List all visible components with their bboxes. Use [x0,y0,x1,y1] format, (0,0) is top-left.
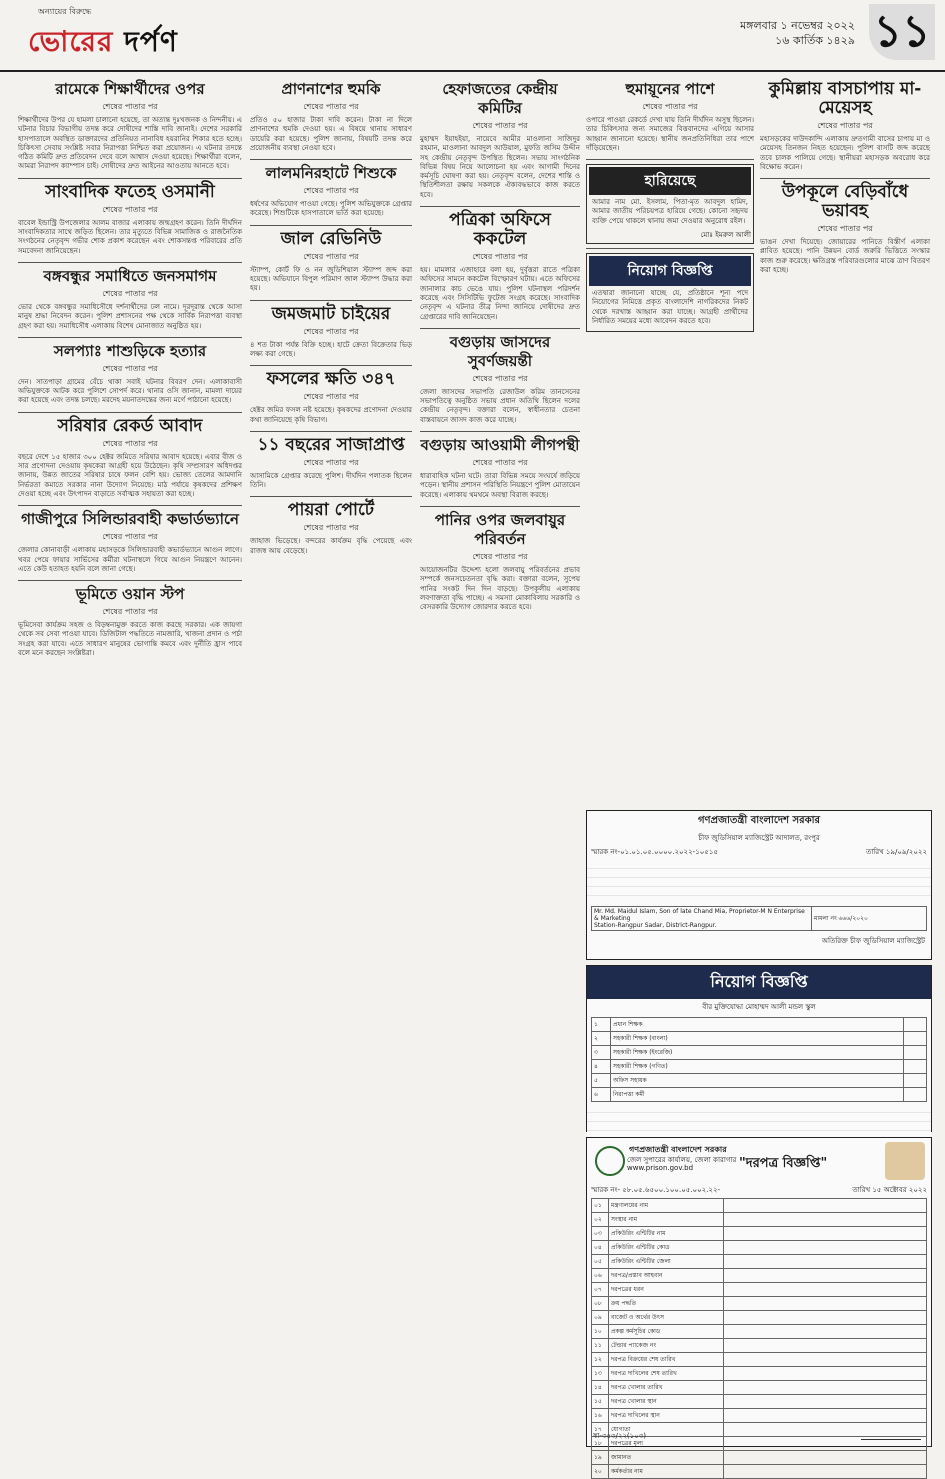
article-body: ভোর থেকে বঙ্গবন্ধুর সমাধিসৌধে দর্শনার্থীদের ঢল নামে। দূরদূরান্ত থেকে আসা মানুষ শ্রদ্ধা নিবেদন করেন। পুলিশ প্রশাসনের পক্ষ থেকে সার্বিক নিরাপত্তা ব্যবস্থা গ্রহণ করা হয়। সমাধিসৌধ এলাকায় বিশেষ মোনাজাত অনুষ্ঠিত হয়। [18,302,242,330]
article-continuation: শেষের পাতার পর [817,224,873,234]
tender-heading: "দরপত্র বিজ্ঞপ্তি" [739,1156,828,1171]
article [760,183,930,275]
article-continuation: শেষের পাতার পর [472,551,528,561]
article-body: শিক্ষার্থীদের উপর যে হামলা চালানো হয়েছে, তা অত্যন্ত দুঃখজনক ও নিন্দনীয়। এ ঘটনার বিচার বিভাগীয় তদন্ত করে দোষীদের শাস্তি দাবি জানাই। দেশের সরকারি হাসপাতালে অবস্থিত ডাক্তারদের প্রতিনিয়ত নানাবিধ হয়রানির শিকার হতে হচ্ছে। চিকিৎসা সেবায় সংশ্লিষ্ট সবার নিরাপত্তা নিশ্চিত করা প্রয়োজন। এ ঘটনার তদন্তে গঠিত কমিটি দ্রুত প্রতিবেদন দেবে বলে আশ্বাস দেওয়া হয়েছে। শিক্ষার্থীরা বলেন, আমরা নিরাপদ ক্যাম্পাস চাই। দোষীদের দ্রুত আইনের আওতায় আনতে হবে। [18,116,242,171]
table-row: ১৪ দরপত্র খোলার তারিখ [592,1381,927,1395]
divider [250,225,412,226]
article-body: বছরে দেশে ১৫ হাজার ৩০০ হেক্টর জমিতে সরিষার আবাদ হয়েছে। এবার বীজ ও সার প্রণোদনা দেওয়ায় কৃষকেরা আগ্রহী হয়ে উঠেছেন। কৃষি সম্প্রসারণ অধিদপ্তর জানায়, উন্নত জাতের সরিষার চাষে ফলন বেশি হয়। ভোজ্য তেলের আমদানি নির্ভরতা কমাতে সরকার নানা উদ্যোগ নিয়েছে। মাঠ পর্যায়ে কৃষকদের প্রশিক্ষণ দেওয়া হচ্ছে এবং উৎপাদন বাড়াতে সর্বাত্মক সহায়তা করা হচ্ছে। [18,452,242,498]
job-notice [586,253,754,332]
table-row: ২ সহকারী শিক্ষক (বাংলা) [592,1032,927,1046]
article-headline: উপকূলে বেড়িবাঁধে ভয়াবহ [781,182,909,222]
signature-icon [861,1425,921,1440]
lost-notice-heading: হারিয়েছে [589,167,751,195]
article-body: প্রতিও ৫০ হাজার টাকা দাবি করেন। টাকা না দিলে প্রাণনাশের হুমকি দেওয়া হয়। এ বিষয়ে থানায় সাধারণ ডায়েরি করা হয়েছে। পুলিশ জানায়, বিষয়টি তদন্ত করে প্রয়োজনীয় ব্যবস্থা নেওয়া হবে। [250,116,412,152]
article-headline: ১১ বছরের সাজাপ্রাপ্ত [257,434,405,455]
article [18,510,242,574]
article-body: মহাসড়কের দাউদকান্দি এলাকায় দ্রুতগামী বাসের চাপায় মা ও মেয়েসহ তিনজন নিহত হয়েছেন। পুলিশ বাসটি জব্দ করেছে তবে চালক পালিয়ে গেছে। স্থানীয়রা মহাসড়ক অবরোধ করে বিক্ষোভ করেন। [760,135,930,171]
job-ad-instructions [587,1104,931,1138]
column-4 [586,78,754,332]
govt-cell-case: মামলা নং ৬৬৬/২০২০ [812,907,927,931]
job-post: অফিস সহায়ক [611,1074,904,1088]
article-continuation: শেষের পাতার পর [102,532,158,542]
govt-seal-icon [595,1146,625,1176]
article-continuation: শেষের পাতার পর [817,121,873,130]
article-continuation: শেষের পাতার পর [303,326,359,336]
table-row: ১৮ দরপত্রের মূল্য [592,1437,927,1451]
article-continuation: শেষের পাতার পর [102,288,158,298]
date-gregorian: মঙ্গলবার ১ নভেম্বর ২০২২ [740,19,855,32]
divider [586,159,754,160]
job-notice-body: এতদ্বারা জানানো যাচ্ছে যে, প্রতিষ্ঠানে শূন্য পদে নিয়োগের নিমিত্তে প্রকৃত বাংলাদেশি নাগরিকদের নিকট থেকে দরখাস্ত আহ্বান করা যাচ্ছে। আগ্রহী প্রার্থীদের নির্ধারিত সময়ের মধ্যে আবেদন করতে হবে। [592,289,748,325]
lost-notice [586,164,754,244]
table-row: ০২ সংস্থার নাম [592,1213,927,1227]
divider [18,412,242,413]
article [18,80,242,172]
article-body: জাহাজ ভিড়েছে। বন্দরের কার্যক্রম বৃদ্ধি পেয়েছে এবং রাজস্ব আয় বেড়েছে। [250,537,412,555]
table-row: ৪ সহকারী শিক্ষক (গণিত) [592,1060,927,1074]
tender-ad [586,1137,932,1475]
article-continuation: শেষের পাতার পর [102,438,158,448]
table-row: ০৫ প্রকিউরিং এন্টিটির জেলা [592,1255,927,1269]
divider [586,248,754,249]
divider [420,206,580,207]
article-body: ৪ শত টাকা পর্যন্ত বিক্রি হচ্ছে। হাটে ক্রেতা বিক্রেতার ভিড় লক্ষ্য করা গেছে। [250,340,412,358]
article [18,267,242,331]
article [760,80,930,172]
table-row: ১৫ দরপত্র খোলার স্থান [592,1395,927,1409]
article-body: মুহাম্মদ ইয়াহইয়া, নায়েবে আমীর মাওলানা সাজিদুর রহমান, মাওলানা আবদুল আউয়াল, মুফতি জসিম উদ্দীন সহ কেন্দ্রীয় নেতৃবৃন্দ উপস্থিত ছিলেন। সভায় সাংগঠনিক বিভিন্ন বিষয় নিয়ে আলোচনা হয় এবং আগামী দিনের কর্মসূচি ঘোষণা করা হয়। নেতৃবৃন্দ বলেন, দেশের শান্তি ও স্থিতিশীলতা রক্ষায় সকলকে ঐক্যবদ্ধভাবে কাজ করতে হবে। [420,135,580,199]
article-headline: হুমায়ূনের পাশে [625,80,715,98]
date-bangla: ১৬ কার্তিক ১৪২৯ [775,34,855,47]
tender-web: www.prison.gov.bd [627,1164,694,1172]
column-3 [420,78,580,618]
article [18,342,242,406]
article-body: আয়োজনটির উদ্দেশ্য হলো জলবায়ু পরিবর্তনের প্রভাব সম্পর্কে জনসচেতনতা বৃদ্ধি করা। বক্তারা বলেন, সুপেয় পানির সংকট দিন দিন বাড়ছে। উপকূলীয় এলাকায় লবণাক্ততা বৃদ্ধি পাচ্ছে। এ সমস্যা মোকাবিলায় সরকারি ও বেসরকারি উদ্যোগ জোরদার করতে হবে। [420,565,580,612]
govt-table [591,906,927,931]
table-row: ৩ সহকারী শিক্ষক (ইংরেজি) [592,1046,927,1060]
article-headline: পত্রিকা অফিসে ককটেল [449,210,551,250]
article-body: স্ট্যাম্প, কোর্ট ফি ও নন জুডিশিয়াল স্ট্যাম্প জব্দ করা হয়েছে। অভিযানে বিপুল পরিমাণ জাল স্ট্যাম্প উদ্ধার করা হয়। [250,265,412,293]
article-headline: ফসলের ক্ষতি ৩৪৭ [266,369,396,390]
column-2 [250,78,412,562]
article-continuation: শেষের পাতার পর [472,252,528,262]
article-continuation: শেষের পাতার পর [642,102,698,111]
job-post: প্রধান শিক্ষক [611,1018,904,1032]
article-headline: পানির ওপর জলবায়ুর পরিবর্তন [434,510,566,548]
govt-memo: স্মারক নং-০১.০১.০৫.০০০০.২০২২-১০৫১৫ [591,848,718,856]
article-continuation: শেষের পাতার পর [303,523,359,533]
article-headline: লালমনিরহাটে শিশুকে [265,164,397,183]
article-continuation: শেষের পাতার পর [303,251,359,261]
table-row: ০৮ ক্রয় পদ্ধতি [592,1297,927,1311]
article [250,230,412,294]
table-row: ৬ নিরাপত্তা কর্মী [592,1088,927,1102]
govt-subheading: চীফ জুডিসিয়াল ম্যাজিস্ট্রেট আদালত, রংপুর [698,834,820,842]
job-post: সহকারী শিক্ষক (গণিত) [611,1060,904,1074]
divider [420,431,580,432]
tender-date: তারিখ ১৫ অক্টোবর ২০২২ [852,1186,927,1194]
article-body: বাবেল ইন্ডাস্ট্রি উপজেলার আলম বাজার এলাকায় জন্মগ্রহণ করেন। তিনি দীর্ঘদিন সাংবাদিকতার সাথে জড়িত ছিলেন। তার মৃত্যুতে বিভিন্ন সামাজিক ও রাজনৈতিক সংগঠনের নেতৃবৃন্দ গভীর শোক প্রকাশ করেছেন এবং শোকসন্তপ্ত পরিবারের প্রতি সমবেদনা জানিয়েছেন। [18,218,242,255]
article [250,164,412,219]
job-notice-heading: নিয়োগ বিজ্ঞপ্তি [589,256,751,286]
table-row: ১ প্রধান শিক্ষক [592,1018,927,1032]
article-continuation: শেষের পাতার পর [303,102,359,111]
govt-body-text [587,860,931,904]
article-headline: বগুড়ায় আওয়ামী লীগপন্থী [420,436,580,455]
article-body: ওপারে পাওয়া রেকর্ডে দেখা যায় তিনি দীর্ঘদিন অসুস্থ ছিলেন। তার চিকিৎসার জন্য সমাজের বিত্তবানদের এগিয়ে আসার আহ্বান জানানো হয়েছে। স্থানীয় জনপ্রতিনিধিরা তার পাশে দাঁড়িয়েছেন। [586,116,754,152]
article-headline: প্রাণনাশের হুমকি [281,80,381,98]
masthead [0,0,945,72]
divider [250,159,412,160]
table-row: ১৭ যোগ্যতা [592,1423,927,1437]
article [18,585,242,658]
article [250,436,412,491]
article-headline: সলপ্যাঃ শাশুড়িকে হত্যার [53,341,207,360]
article [250,305,412,360]
table-row: ০৪ প্রকিউরিং এন্টিটির কোড [592,1241,927,1255]
divider [250,431,412,432]
article-body: ধারাবাহিক ঘটনা ঘটে। তারা বিভিন্ন সময়ে সংঘর্ষে জড়িয়ে পড়েন। স্থানীয় প্রশাসন পরিস্থিতি নিয়ন্ত্রণে পুলিশ মোতায়েন করেছে। এলাকায় থমথমে অবস্থা বিরাজ করছে। [420,472,580,499]
article-body: ধর্ষণের অভিযোগ পাওয়া গেছে। পুলিশ অভিযুক্তকে গ্রেপ্তার করেছে। শিশুটিকে হাসপাতালে ভর্তি করা হয়েছে। [250,200,412,218]
table-row: ০৬ দরপত্র/প্রস্তাব আহবান [592,1269,927,1283]
job-ad-table [591,1017,927,1102]
table-row: ৫ অফিস সহায়ক [592,1074,927,1088]
article-headline: বগুড়ায় জাসদের সুবর্ণজয়ন্তী [449,332,551,370]
logo-tagline: অন্যায়ের বিরুদ্ধে [38,7,92,16]
article [18,183,242,256]
divider [420,328,580,329]
article-headline: সাংবাদিক ফতেহ ওসমানী [45,181,215,202]
table-row: ০৭ দরপত্রের ধরন [592,1283,927,1297]
job-ad-institution: বীর মুক্তিযোদ্ধা মোহাম্মদ আলী মন্ডল স্কুল [702,1003,816,1011]
article [420,333,580,425]
article-continuation: শেষের পাতার পর [472,373,528,383]
article-continuation: শেষের পাতার পর [102,102,158,111]
divider [420,506,580,507]
article-continuation: শেষের পাতার পর [102,607,158,617]
article [420,80,580,200]
table-row: ০৩ প্রকিউরিং এন্টিটির নাম [592,1227,927,1241]
article [420,436,580,500]
job-post: সহকারী শিক্ষক (বাংলা) [611,1032,904,1046]
table-row: ১৯ জামানত [592,1451,927,1465]
divider [250,300,412,301]
column-5 [760,78,930,281]
article-continuation: শেষের পাতার পর [472,121,528,130]
logo-name-part1: ভোরের [28,25,114,58]
tender-dept: জেল সুপারের কার্যালয়, জেলা কারাগার [627,1156,737,1164]
lost-notice-signer: মোঃ ইমরুল আলী [700,231,751,240]
article-headline: বঙ্গবন্ধুর সমাধিতে জনসমাগম [43,266,217,285]
article-continuation: শেষের পাতার পর [303,186,359,196]
govt-signature: অতিরিক্ত চীফ জুডিসিয়াল ম্যাজিস্ট্রেট [821,937,925,945]
article-continuation: শেষের পাতার পর [303,457,359,467]
article [250,370,412,425]
column-1 [18,78,242,664]
divider [760,178,930,179]
article-body: আসামিকে গ্রেপ্তার করেছে পুলিশ। দীর্ঘদিন পলাতক ছিলেন তিনি। [250,471,412,490]
article-body: ভাঙন দেখা দিয়েছে। জোয়ারের পানিতে বিস্তীর্ণ এলাকা প্লাবিত হয়েছে। পানি উন্নয়ন বোর্ড জরুরি ভিত্তিতে সংস্কার কাজ শুরু করেছে। ক্ষতিগ্রস্ত পরিবারগুলোর মাঝে ত্রাণ বিতরণ করা হচ্ছে। [760,238,930,275]
article-body: জেলার কোনাবাড়ী এলাকায় মহাসড়কে সিলিন্ডারবাহী কভার্ডভ্যানে আগুন লাগে। খবর পেয়ে ফায়ার সার্ভিসের কর্মীরা ঘটনাস্থলে গিয়ে আগুন নিয়ন্ত্রণে আনেন। এতে কেউ হতাহত হয়নি বলে জানা গেছে। [18,546,242,573]
divider [18,178,242,179]
newspaper-logo [28,6,218,64]
divider [18,580,242,581]
article-headline: হেফাজতের কেন্দ্রীয় কমিটির [442,80,558,117]
article [18,417,242,499]
job-ad [586,965,932,1132]
article-continuation: শেষের পাতার পর [102,363,158,373]
article-body: হেক্টর জমির ফসল নষ্ট হয়েছে। কৃষকদের প্রণোদনা দেওয়ার কথা জানিয়েছে কৃষি বিভাগ। [250,406,412,424]
divider [18,505,242,506]
table-row: ২০ কর্মকর্তার নাম [592,1465,927,1479]
divider [18,262,242,263]
article [250,80,412,153]
table-row: ১৩ দরপত্র দাখিলের শেষ তারিখ [592,1367,927,1381]
article-headline: জমজমাট চাইয়ের [271,303,391,324]
tender-org: গণপ্রজাতন্ত্রী বাংলাদেশ সরকার [629,1145,727,1154]
tender-footer: স্বা-৩৫৩/২২(১০৩) [593,1432,647,1440]
article-headline: জাল রেভিনিউ [280,228,382,249]
article-continuation: শেষের পাতার পর [102,204,158,214]
article-continuation: শেষের পাতার পর [303,392,359,402]
job-ad-heading: নিয়োগ বিজ্ঞপ্তি [587,966,931,999]
article [250,501,412,556]
job-post: সহকারী শিক্ষক (ইংরেজি) [611,1046,904,1060]
divider [18,337,242,338]
article-headline: ভূমিতে ওয়ান স্টপ [75,585,185,604]
job-post: নিরাপত্তা কর্মী [611,1088,904,1102]
article-body: হয়। মামলার এজাহারে বলা হয়, দুর্বৃত্তরা রাতে পত্রিকা অফিসের সামনে ককটেল বিস্ফোরণ ঘটায়। এতে অফিসের জানালার কাচ ভেঙে যায়। পুলিশ ঘটনাস্থল পরিদর্শন করেছে এবং সিসিটিভি ফুটেজ সংগ্রহ করেছে। সাংবাদিক নেতৃবৃন্দ এ ঘটনার তীব্র নিন্দা জানিয়ে দোষীদের দ্রুত গ্রেপ্তারের দাবি জানিয়েছেন। [420,266,580,321]
page-number: ১১ [869,4,935,60]
table-row: ১৬ দরপত্র দাখিলের স্থান [592,1409,927,1423]
divider [250,365,412,366]
article-body: দেন। সাতপাড়া গ্রামের বেঁচে থাকা সবাই ঘটনার বিবরণ দেন। এলাকাবাসী অভিযুক্তকে আটক করে পুলিশে সোপর্দ করে। থানার ওসি জানান, মামলা দায়ের করা হয়েছে এবং তদন্ত চলছে। মরদেহ ময়নাতদন্তের জন্য মর্গে পাঠানো হয়েছে। [18,377,242,405]
lost-notice-body: আমার নাম মো. ইসলাম, পিতা-মৃত আবদুল হামিদ, আমার জাতীয় পরিচয়পত্র হারিয়ে গেছে। কোনো সহৃদয় ব্যক্তি পেয়ে থাকলে থানায় জমা দেওয়ার অনুরোধ রইল। [592,198,748,225]
article-headline: কুমিল্লায় বাসচাপায় মা-মেয়েসহ [768,79,922,118]
article-continuation: শেষের পাতার পর [472,458,528,468]
govt-notice-ad [586,810,932,960]
govt-cell-name: Mr. Md. Maidul Islam, Son of late Chand Mia, Proprietor-M N Enterprise & Marketing Station-Rangpur Sadar, District-Rangpur. [592,907,812,931]
table-row: ০১ মন্ত্রণালয়ের নাম [592,1199,927,1213]
article-headline: সরিষার রেকর্ড আবাদ [57,415,203,436]
article-body: জেলা জাসদের সভাপতি রেজাউল করিম তানসেনের সভাপতিত্বে অনুষ্ঠিত সভায় প্রধান অতিথি ছিলেন দলের কেন্দ্রীয় নেতৃবৃন্দ। বক্তারা বলেন, স্বাধীনতার চেতনা বাস্তবায়নে জাসদ কাজ করে যাচ্ছে। [420,387,580,424]
date-box [740,18,855,48]
article-headline: রামেকে শিক্ষার্থীদের ওপর [55,80,205,98]
article-body: ভূমিসেবা কার্যক্রম সহজ ও বিড়ম্বনামুক্ত করতে কাজ করছে সরকার। এক জায়গা থেকে সব সেবা পাওয়া যাবে। ডিজিটাল পদ্ধতিতে নামজারি, খাজনা প্রদান ও পর্চা সংগ্রহ করা যাবে। এতে সাধারণ মানুষের ভোগান্তি কমবে এবং দুর্নীতি হ্রাস পাবে বলে মনে করছেন সংশ্লিষ্টরা। [18,621,242,658]
article [420,511,580,612]
article [420,211,580,322]
logo-name-part2: দর্পণ [113,25,178,58]
table-row: ১০ প্রকল্প কর্মসূচির কোড [592,1325,927,1339]
tender-memo: স্মারক নং- ৫৮.০৫.৬৫০০.১০০.০৫.০০২.২২- [591,1186,721,1194]
table-row: ১২ দরপত্র বিক্রয়ের শেষ তারিখ [592,1353,927,1367]
divider [250,496,412,497]
govt-heading: গণপ্রজাতন্ত্রী বাংলাদেশ সরকার [698,815,820,826]
article [586,80,754,153]
table-row: ১১ টেন্ডার প্যাকেজ নং [592,1339,927,1353]
govt-date: তারিখ ১৯/০৯/২০২২ [865,848,927,856]
portrait-icon [885,1142,925,1180]
table-row: ০৯ বাজেট ও অর্থের উৎস [592,1311,927,1325]
article-headline: গাজীপুরে সিলিন্ডারবাহী কভার্ডভ্যানে [21,510,239,529]
article-headline: পায়রা পোর্টে [287,500,375,521]
